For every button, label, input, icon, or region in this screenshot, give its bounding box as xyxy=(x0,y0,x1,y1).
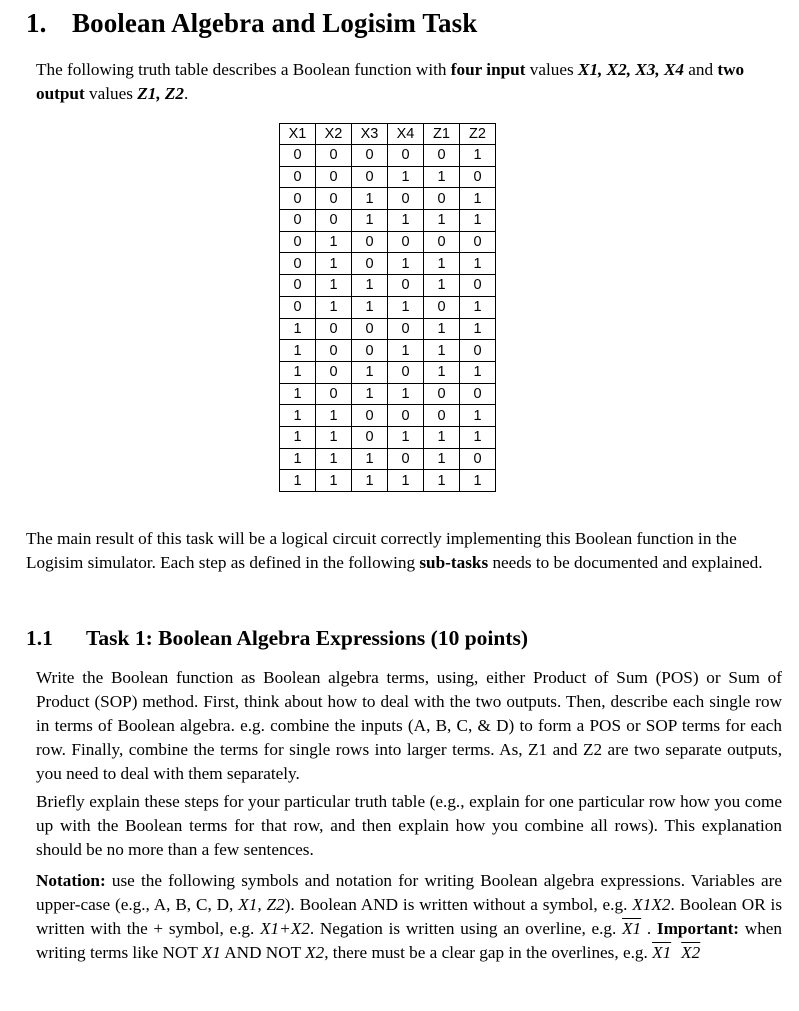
table-cell: 0 xyxy=(460,383,496,405)
truth-table xyxy=(279,123,496,492)
table-cell: 1 xyxy=(460,210,496,232)
intro-text: values xyxy=(525,60,578,79)
table-cell: 0 xyxy=(388,405,424,427)
table-cell: 1 xyxy=(460,426,496,448)
table-cell: 1 xyxy=(352,210,388,232)
table-cell: 0 xyxy=(352,145,388,167)
notation-text: . Boolean OR is written with the + symbol, e.g. xyxy=(36,895,783,938)
table-row xyxy=(280,188,496,210)
table-cell: 1 xyxy=(388,166,424,188)
table-cell: 1 xyxy=(388,210,424,232)
intro-text: . xyxy=(184,84,189,103)
intro-text: The following truth table describes a Boolean function with xyxy=(36,60,451,79)
notation-text: use the following symbols and notation for writing Boolean algebra expressions. Variables are upper-case (e.g., A, B, C, D, xyxy=(36,871,782,914)
table-cell: 1 xyxy=(388,253,424,275)
table-cell: 0 xyxy=(460,448,496,470)
table-cell: 0 xyxy=(352,253,388,275)
table-cell: 1 xyxy=(424,318,460,340)
table-cell: 1 xyxy=(280,361,316,383)
truth-table-body xyxy=(280,145,496,492)
intro-bold-outputs: two output xyxy=(36,60,745,103)
notation-text: ). Boolean AND is written without a symbol, e.g. xyxy=(284,895,633,914)
table-cell: 0 xyxy=(388,145,424,167)
table-row xyxy=(280,361,496,383)
table-cell: 0 xyxy=(424,405,460,427)
table-row xyxy=(280,145,496,167)
table-row xyxy=(280,470,496,492)
table-cell: 1 xyxy=(460,470,496,492)
example-variables: X1, Z2 xyxy=(238,895,285,914)
example-gap-x1: X1 xyxy=(652,943,672,962)
intro-bold-inputs: four input xyxy=(450,60,526,79)
table-cell: 1 xyxy=(316,275,352,297)
notation-text: , there must be a clear gap in the overlines, e.g. xyxy=(324,943,653,962)
table-cell: 0 xyxy=(352,166,388,188)
table-cell: 0 xyxy=(316,166,352,188)
important-label: Important: xyxy=(656,919,740,938)
table-cell: 1 xyxy=(280,448,316,470)
table-cell: 1 xyxy=(388,296,424,318)
table-cell: 0 xyxy=(280,253,316,275)
table-cell: 1 xyxy=(316,405,352,427)
example-not-x2: X2 xyxy=(305,943,325,962)
table-cell: 0 xyxy=(388,448,424,470)
task-paragraph-1: Write the Boolean function as Boolean algebra terms, using, either Product of Sum (POS) or Sum of Product (SOP) method. First, think about how to deal with the two outputs. Then, describe each single row in terms of Boolean algebra. e.g. combine the inputs (A, B, C, & D) to form a POS or SOP terms for each row. Finally, combine the terms for single rows into larger terms. As, Z1 and Z2 are two separate outputs, you need to deal with them separately. xyxy=(36,668,782,783)
notation-text: AND NOT xyxy=(220,943,306,962)
table-cell: 0 xyxy=(316,188,352,210)
table-row xyxy=(280,318,496,340)
example-or: X1+X2 xyxy=(260,919,310,938)
notation-text: when writing terms like NOT xyxy=(36,919,783,962)
table-cell: 1 xyxy=(352,296,388,318)
table-cell: 1 xyxy=(424,166,460,188)
table-cell: 1 xyxy=(460,318,496,340)
table-cell: 0 xyxy=(460,340,496,362)
notation-text: . Negation is written using an overline, e.g. xyxy=(309,919,623,938)
table-cell: 1 xyxy=(316,231,352,253)
table-cell: 1 xyxy=(280,426,316,448)
table-cell: 0 xyxy=(424,145,460,167)
table-cell: 1 xyxy=(460,145,496,167)
table-row xyxy=(280,340,496,362)
main-result-text: needs to be documented and explained. xyxy=(488,553,763,572)
task-paragraph-2: Briefly explain these steps for your particular truth table (e.g., explain for one particular row how you come up with the Boolean terms for that row, and then explain how you combine all rows). This explanation should be no more than a few sentences. xyxy=(36,792,782,859)
table-cell: 1 xyxy=(424,448,460,470)
table-cell: 1 xyxy=(316,470,352,492)
table-row xyxy=(280,448,496,470)
table-cell: 0 xyxy=(280,210,316,232)
table-cell: 1 xyxy=(280,383,316,405)
main-result-text: The main result of this task will be a logical circuit correctly implementing this Boolean function in the Logisim simulator. Each step as defined in the following xyxy=(26,529,737,572)
table-row xyxy=(280,296,496,318)
table-cell: 0 xyxy=(280,231,316,253)
table-cell: 1 xyxy=(316,253,352,275)
column-header: Z2 xyxy=(460,124,496,145)
table-cell: 0 xyxy=(388,318,424,340)
table-cell: 0 xyxy=(352,426,388,448)
column-header: X2 xyxy=(316,124,352,145)
table-cell: 1 xyxy=(424,470,460,492)
table-cell: 1 xyxy=(316,426,352,448)
table-cell: 1 xyxy=(388,426,424,448)
table-cell: 1 xyxy=(388,340,424,362)
table-cell: 1 xyxy=(280,470,316,492)
table-cell: 0 xyxy=(388,275,424,297)
table-cell: 0 xyxy=(316,361,352,383)
table-cell: 1 xyxy=(460,188,496,210)
table-row xyxy=(280,166,496,188)
table-cell: 0 xyxy=(280,145,316,167)
table-cell: 1 xyxy=(424,275,460,297)
table-row xyxy=(280,210,496,232)
table-cell: 0 xyxy=(316,145,352,167)
table-cell: 1 xyxy=(424,253,460,275)
table-row xyxy=(280,383,496,405)
table-cell: 1 xyxy=(352,361,388,383)
table-cell: 0 xyxy=(460,166,496,188)
intro-paragraph xyxy=(36,58,776,106)
table-cell: 0 xyxy=(316,318,352,340)
table-cell: 1 xyxy=(352,383,388,405)
table-cell: 1 xyxy=(388,470,424,492)
table-cell: 0 xyxy=(460,231,496,253)
column-header: X1 xyxy=(280,124,316,145)
table-cell: 1 xyxy=(460,361,496,383)
column-header: Z1 xyxy=(424,124,460,145)
table-cell: 0 xyxy=(424,383,460,405)
table-cell: 0 xyxy=(388,231,424,253)
table-cell: 0 xyxy=(388,361,424,383)
table-cell: 0 xyxy=(424,231,460,253)
example-gap-x2: X2 xyxy=(681,943,701,962)
truth-table-header-row xyxy=(280,124,496,145)
subsection-title: Task 1: Boolean Algebra Expressions (10 points) xyxy=(86,626,529,650)
table-cell: 1 xyxy=(460,296,496,318)
table-cell: 0 xyxy=(424,296,460,318)
table-cell: 0 xyxy=(316,383,352,405)
table-cell: 1 xyxy=(352,188,388,210)
section-title: Boolean Algebra and Logisim Task xyxy=(72,8,478,38)
table-row xyxy=(280,253,496,275)
column-header: X4 xyxy=(388,124,424,145)
table-cell: 0 xyxy=(316,340,352,362)
table-row xyxy=(280,231,496,253)
table-cell: 0 xyxy=(352,231,388,253)
table-cell: 1 xyxy=(316,448,352,470)
table-cell: 0 xyxy=(460,275,496,297)
table-cell: 0 xyxy=(280,296,316,318)
table-cell: 0 xyxy=(352,340,388,362)
notation-paragraph xyxy=(36,869,782,965)
table-cell: 1 xyxy=(352,470,388,492)
example-and: X1X2 xyxy=(632,895,671,914)
table-cell: 0 xyxy=(352,405,388,427)
table-cell: 1 xyxy=(424,340,460,362)
table-cell: 0 xyxy=(316,210,352,232)
notation-text: . xyxy=(641,919,657,938)
subsection-number: 1.1 xyxy=(26,626,53,650)
table-cell: 1 xyxy=(280,318,316,340)
table-cell: 1 xyxy=(424,426,460,448)
table-cell: 1 xyxy=(424,361,460,383)
table-cell: 0 xyxy=(352,318,388,340)
section-number: 1. xyxy=(26,8,47,38)
table-row xyxy=(280,405,496,427)
subsection-heading xyxy=(26,626,528,651)
table-cell: 0 xyxy=(280,188,316,210)
table-cell: 1 xyxy=(352,448,388,470)
table-cell: 0 xyxy=(388,188,424,210)
output-variables: Z1, Z2 xyxy=(137,84,185,103)
intro-text: values xyxy=(84,84,138,103)
table-cell: 1 xyxy=(352,275,388,297)
table-cell: 0 xyxy=(280,166,316,188)
input-variables: X1, X2, X3, X4 xyxy=(577,60,684,79)
table-cell: 1 xyxy=(460,253,496,275)
table-cell: 1 xyxy=(388,383,424,405)
table-cell: 1 xyxy=(460,405,496,427)
table-row xyxy=(280,275,496,297)
table-cell: 1 xyxy=(280,405,316,427)
intro-text: and xyxy=(684,60,718,79)
example-negation: X1 xyxy=(622,919,642,938)
table-cell: 1 xyxy=(280,340,316,362)
table-cell: 1 xyxy=(424,210,460,232)
section-heading xyxy=(26,8,477,39)
table-cell: 0 xyxy=(424,188,460,210)
column-header: X3 xyxy=(352,124,388,145)
table-cell: 0 xyxy=(280,275,316,297)
table-cell: 1 xyxy=(316,296,352,318)
main-result-paragraph xyxy=(26,527,781,575)
table-row xyxy=(280,426,496,448)
sub-tasks-bold: sub-tasks xyxy=(419,553,489,572)
notation-label: Notation: xyxy=(36,871,106,890)
example-not-x1: X1 xyxy=(201,943,221,962)
